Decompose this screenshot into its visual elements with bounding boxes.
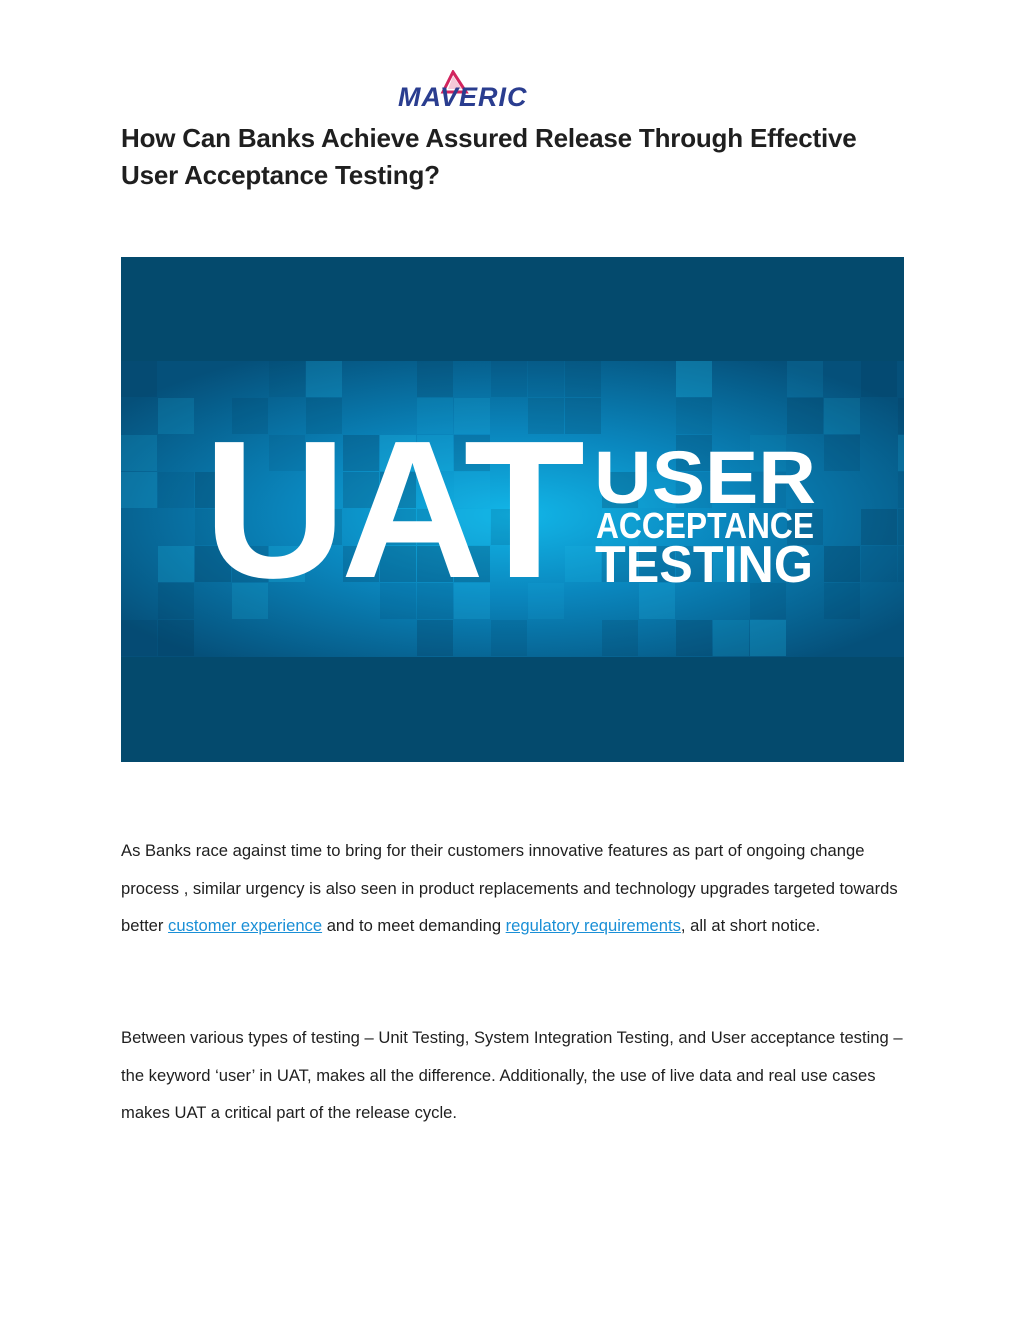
mosaic-tile xyxy=(676,361,712,397)
mosaic-tile xyxy=(898,435,904,471)
regulatory-requirements-link[interactable]: regulatory requirements xyxy=(505,916,681,936)
mosaic-tile xyxy=(787,361,823,397)
mosaic-tile xyxy=(861,361,897,397)
mosaic-tile xyxy=(787,398,823,434)
mosaic-tile xyxy=(861,546,897,582)
mosaic-tile xyxy=(269,361,305,397)
intro-paragraph xyxy=(121,832,911,945)
mosaic-tile xyxy=(676,620,712,656)
mosaic-tile xyxy=(898,546,904,582)
mosaic-tile xyxy=(713,620,749,656)
customer-experience-link[interactable]: customer experience xyxy=(168,916,323,936)
mosaic-tile xyxy=(565,361,601,397)
mosaic-tile xyxy=(121,361,157,397)
testing-types-paragraph: Between various types of testing – Unit Testing, System Integration Testing, and User acceptance testing – the keyword ‘user’ in UAT, makes all the difference. Additionally, the use of live data and real use cases makes UAT a critical part of the release cycle. xyxy=(121,1028,903,1123)
hero-user-text: USER xyxy=(594,436,816,519)
mosaic-tile xyxy=(158,583,194,619)
mosaic-tile xyxy=(491,620,527,656)
mosaic-tile xyxy=(121,472,157,508)
mosaic-tile xyxy=(158,472,194,508)
mosaic-tile xyxy=(528,361,564,397)
intro-text-part1: As Banks race against time to bring for their customers innovative features as part of ongoing change process , similar urgency is also seen in product replacements and technology upgrades targeted towards better xyxy=(121,841,898,936)
mosaic-tile xyxy=(121,620,157,656)
mosaic-tile xyxy=(306,361,342,397)
mosaic-tile xyxy=(417,620,453,656)
mosaic-tile xyxy=(417,361,453,397)
logo-wordmark: MAVERIC xyxy=(398,82,528,112)
intro-text-part2: and to meet demanding xyxy=(322,916,506,936)
uat-hero-graphic xyxy=(121,257,904,762)
uat-hero-image xyxy=(121,257,904,762)
mosaic-tile xyxy=(824,435,860,471)
mosaic-tile xyxy=(602,620,638,656)
mosaic-tile xyxy=(121,435,157,471)
mosaic-tile xyxy=(158,620,194,656)
mosaic-tile xyxy=(676,398,712,434)
mosaic-tile xyxy=(158,546,194,582)
mosaic-tile xyxy=(491,361,527,397)
article-title: How Can Banks Achieve Assured Release Through Effective User Acceptance Testing? xyxy=(121,123,857,190)
hero-acceptance-text: ACCEPTANCE xyxy=(596,505,814,546)
mosaic-tile xyxy=(158,398,194,434)
mosaic-tile xyxy=(898,509,904,545)
mosaic-tile xyxy=(861,509,897,545)
intro-text-part3: , all at short notice. xyxy=(680,916,821,936)
maveric-logo xyxy=(396,70,546,112)
mosaic-tile xyxy=(824,398,860,434)
mosaic-tile xyxy=(898,398,904,434)
mosaic-tile xyxy=(898,472,904,508)
hero-uat-text: UAT xyxy=(203,400,584,619)
mosaic-tile xyxy=(824,583,860,619)
mosaic-tile xyxy=(750,620,786,656)
mosaic-tile xyxy=(824,546,860,582)
maveric-logo-graphic xyxy=(396,70,546,112)
hero-testing-text: TESTING xyxy=(595,536,813,594)
